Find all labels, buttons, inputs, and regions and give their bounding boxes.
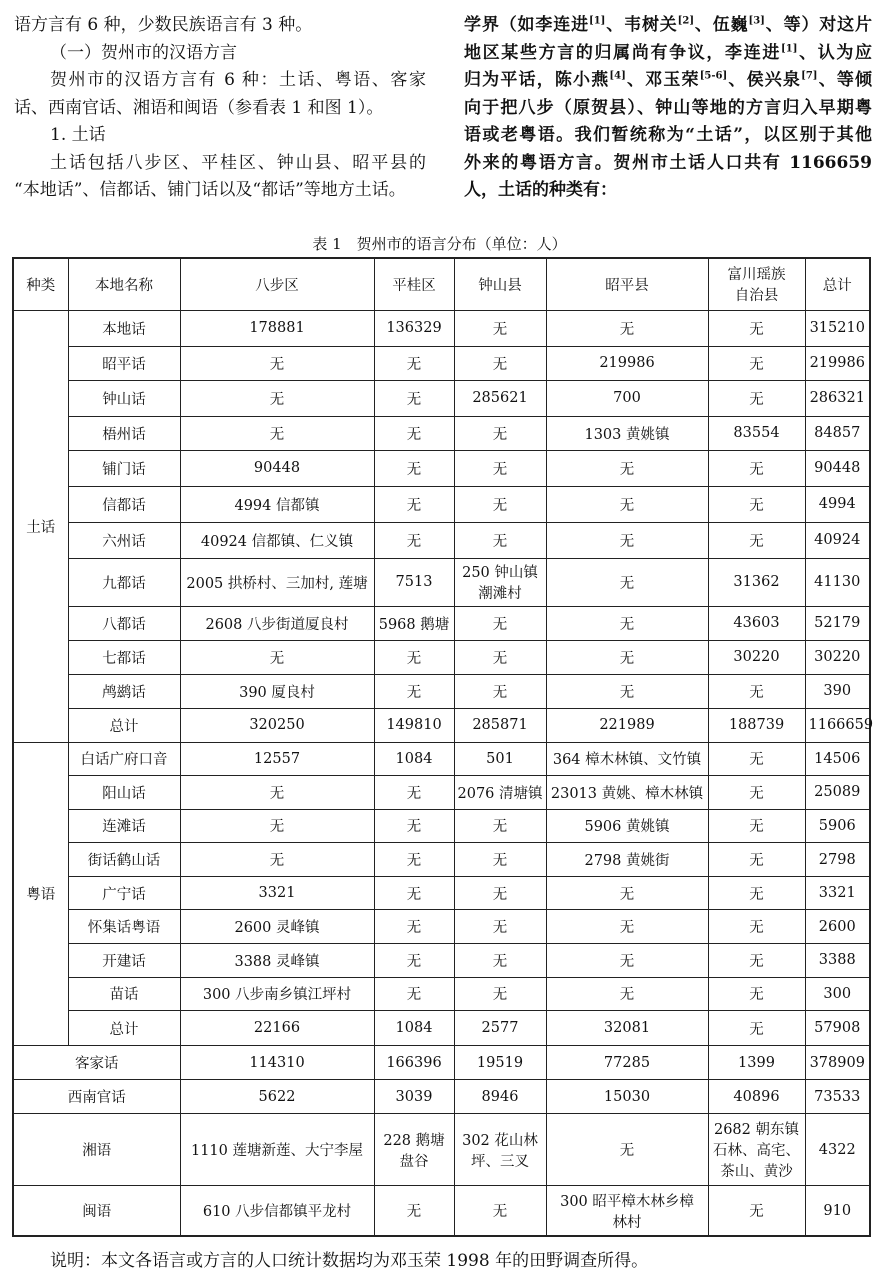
table-cell: 无	[454, 674, 546, 708]
table-cell: 无	[546, 876, 708, 910]
table-row	[13, 742, 870, 776]
table-row	[13, 380, 870, 416]
table-cell: 无	[708, 346, 805, 380]
dialect-name-cell: 信都话	[68, 486, 180, 522]
table-cell: 4994 信都镇	[180, 486, 374, 522]
table-cell: 40924 信都镇、仁义镇	[180, 522, 374, 558]
table-row	[13, 310, 870, 346]
dialect-name-cell: 昭平话	[68, 346, 180, 380]
table-cell: 5906	[805, 809, 870, 843]
table-row	[13, 843, 870, 877]
table-cell: 378909	[805, 1046, 870, 1080]
table-cell: 4322	[805, 1114, 870, 1186]
table-row	[13, 910, 870, 944]
table-cell: 无	[454, 809, 546, 843]
table-cell: 300 昭平樟木林乡樟 林村	[546, 1186, 708, 1236]
table-cell: 无	[374, 876, 454, 910]
header-cell: 平桂区	[374, 258, 454, 310]
table-cell: 无	[180, 776, 374, 810]
table-cell: 无	[454, 977, 546, 1011]
table-row	[13, 1046, 870, 1080]
table-cell: 149810	[374, 708, 454, 742]
table-cell: 320250	[180, 708, 374, 742]
citation: [2]	[677, 15, 695, 27]
table-cell: 228 鹅塘 盘谷	[374, 1114, 454, 1186]
table-cell: 无	[374, 843, 454, 877]
paragraph-line: 语方言有 6 种，少数民族语言有 3 种。	[14, 15, 313, 35]
citation: [4]	[609, 70, 626, 82]
table-cell: 19519	[454, 1046, 546, 1080]
table-cell: 无	[546, 674, 708, 708]
dialect-name-cell: 八都话	[68, 606, 180, 640]
table-cell: 无	[180, 380, 374, 416]
table-cell: 30220	[708, 640, 805, 674]
category-cell: 土话	[13, 310, 68, 742]
citation: [5-6]	[699, 70, 728, 82]
table-cell: 4994	[805, 486, 870, 522]
table-cell: 7513	[374, 558, 454, 606]
table-cell: 无	[454, 640, 546, 674]
table-cell: 221989	[546, 708, 708, 742]
dialect-name-cell: 本地话	[68, 310, 180, 346]
table-cell: 无	[708, 1186, 805, 1236]
table-cell: 501	[454, 742, 546, 776]
dialect-name-cell: 七都话	[68, 640, 180, 674]
table-cell: 无	[454, 522, 546, 558]
table-cell: 无	[546, 310, 708, 346]
table-row	[13, 1011, 870, 1046]
table-row	[13, 1186, 870, 1236]
header-cell: 种类	[13, 258, 68, 310]
paragraph-line: 向于把八步（原贺县）、钟山等地的方言归入早期粤	[464, 97, 872, 118]
header-cell: 本地名称	[68, 258, 180, 310]
table-cell: 无	[180, 809, 374, 843]
table-cell: 无	[454, 346, 546, 380]
table-cell: 286321	[805, 380, 870, 416]
table-cell: 无	[546, 910, 708, 944]
table-cell: 无	[708, 522, 805, 558]
table-row	[13, 486, 870, 522]
table-cell: 无	[454, 486, 546, 522]
table-row	[13, 776, 870, 810]
table-cell: 无	[454, 876, 546, 910]
table-cell: 166396	[374, 1046, 454, 1080]
table-row	[13, 876, 870, 910]
table-cell: 315210	[805, 310, 870, 346]
table-cell: 40924	[805, 522, 870, 558]
table-cell: 无	[708, 809, 805, 843]
table-cell: 无	[374, 450, 454, 486]
table-cell: 285621	[454, 380, 546, 416]
table-cell: 302 花山林 坪、三叉	[454, 1114, 546, 1186]
table-cell: 2005 拱桥村、三加村, 莲塘	[180, 558, 374, 606]
table-cell: 无	[546, 606, 708, 640]
table-cell: 41130	[805, 558, 870, 606]
table-cell: 无	[708, 310, 805, 346]
table-cell: 114310	[180, 1046, 374, 1080]
header-cell: 八步区	[180, 258, 374, 310]
paragraph-line: 语或老粤语。我们暂统称为“土话”，以区别于其他	[464, 125, 872, 145]
table-cell: 无	[454, 1186, 546, 1236]
table-cell: 2600 灵峰镇	[180, 910, 374, 944]
table-cell: 无	[374, 1186, 454, 1236]
table-cell: 无	[180, 843, 374, 877]
category-cell: 闽语	[13, 1186, 180, 1236]
paragraph-line: 贺州市的汉语方言有 6 种：土话、粤语、客家	[50, 70, 426, 90]
table-cell: 2608 八步街道厦良村	[180, 606, 374, 640]
table-cell: 136329	[374, 310, 454, 346]
table-cell: 无	[374, 416, 454, 450]
table-cell: 43603	[708, 606, 805, 640]
table-cell: 219986	[546, 346, 708, 380]
header-cell: 昭平县	[546, 258, 708, 310]
table-cell: 无	[454, 910, 546, 944]
category-cell: 客家话	[13, 1046, 180, 1080]
table-cell: 5622	[180, 1080, 374, 1114]
table-cell: 83554	[708, 416, 805, 450]
header-cell: 富川瑶族 自治县	[708, 258, 805, 310]
category-cell: 粤语	[13, 742, 68, 1046]
category-cell: 西南官话	[13, 1080, 180, 1114]
paragraph-line: 人，土话的种类有：	[464, 180, 617, 200]
table-cell: 3388 灵峰镇	[180, 944, 374, 978]
table-cell: 无	[546, 558, 708, 606]
footnote: 说明：本文各语言或方言的人口统计数据均为邓玉荣 1998 年的田野调查所得。	[50, 1251, 649, 1271]
category-cell: 湘语	[13, 1114, 180, 1186]
table-cell: 无	[708, 876, 805, 910]
citation: [7]	[801, 70, 818, 82]
table-cell: 15030	[546, 1080, 708, 1114]
table-cell: 610 八步信都镇平龙村	[180, 1186, 374, 1236]
left-text-column	[14, 12, 426, 205]
dialect-name-cell: 总计	[68, 1011, 180, 1046]
table-cell: 1303 黄姚镇	[546, 416, 708, 450]
right-text-column	[464, 12, 872, 205]
table-cell: 3039	[374, 1080, 454, 1114]
dialect-name-cell: 街话鹤山话	[68, 843, 180, 877]
table-cell: 无	[546, 1114, 708, 1186]
table-cell: 250 钟山镇 潮滩村	[454, 558, 546, 606]
table-cell: 90448	[180, 450, 374, 486]
table-cell: 无	[374, 380, 454, 416]
table-cell: 无	[374, 776, 454, 810]
table-cell: 73533	[805, 1080, 870, 1114]
table-cell: 无	[374, 346, 454, 380]
table-cell: 无	[708, 674, 805, 708]
dialect-name-cell: 钟山话	[68, 380, 180, 416]
table-cell: 无	[180, 346, 374, 380]
table-cell: 1084	[374, 742, 454, 776]
table-cell: 57908	[805, 1011, 870, 1046]
table-cell: 无	[546, 944, 708, 978]
table-cell: 无	[546, 977, 708, 1011]
citation: [3]	[748, 15, 765, 27]
table-cell: 无	[454, 450, 546, 486]
table-cell: 无	[454, 310, 546, 346]
table-cell: 无	[454, 843, 546, 877]
table-cell: 1110 莲塘新莲、大宁李屋	[180, 1114, 374, 1186]
table-cell: 5906 黄姚镇	[546, 809, 708, 843]
table-cell: 无	[374, 944, 454, 978]
table-row	[13, 346, 870, 380]
table-cell: 2682 朝东镇 石林、高宅、 茶山、黄沙	[708, 1114, 805, 1186]
dialect-name-cell: 怀集话粤语	[68, 910, 180, 944]
table-cell: 3321	[805, 876, 870, 910]
table-cell: 31362	[708, 558, 805, 606]
table-cell: 300	[805, 977, 870, 1011]
header-cell: 钟山县	[454, 258, 546, 310]
table-cell: 无	[708, 910, 805, 944]
table-cell: 无	[546, 522, 708, 558]
table-cell: 364 樟木林镇、文竹镇	[546, 742, 708, 776]
table-cell: 无	[374, 522, 454, 558]
table-cell: 390	[805, 674, 870, 708]
table-row	[13, 674, 870, 708]
table-row	[13, 944, 870, 978]
table-cell: 无	[708, 742, 805, 776]
table-caption: 表 1 贺州市的语言分布（单位：人）	[312, 235, 567, 253]
citation: [1]	[781, 42, 798, 54]
table-cell: 无	[708, 977, 805, 1011]
table-cell: 无	[454, 416, 546, 450]
table-row	[13, 522, 870, 558]
table-cell: 8946	[454, 1080, 546, 1114]
table-cell: 390 厦良村	[180, 674, 374, 708]
paragraph-line: 学界（如李连进[1]、韦树关[2]、伍巍[3]、等）对这片	[464, 15, 873, 35]
table-cell: 无	[708, 776, 805, 810]
table-cell: 219986	[805, 346, 870, 380]
table-cell: 1084	[374, 1011, 454, 1046]
table-cell: 无	[708, 450, 805, 486]
dialect-name-cell: 梧州话	[68, 416, 180, 450]
table-cell: 14506	[805, 742, 870, 776]
table-cell: 2600	[805, 910, 870, 944]
table-cell: 无	[180, 640, 374, 674]
dialect-name-cell: 开建话	[68, 944, 180, 978]
table-cell: 无	[708, 1011, 805, 1046]
table-cell: 无	[374, 486, 454, 522]
table-cell: 3321	[180, 876, 374, 910]
paragraph-line: 地区某些方言的归属尚有争议，李连进[1]、认为应	[464, 42, 873, 63]
table-cell: 无	[180, 416, 374, 450]
paragraph-line: 话、西南官话、湘语和闽语（参看表 1 和图 1）。	[14, 97, 384, 118]
table-cell: 无	[374, 910, 454, 944]
table-cell: 无	[546, 640, 708, 674]
dialect-name-cell: 连滩话	[68, 809, 180, 843]
table-cell: 178881	[180, 310, 374, 346]
table-cell: 无	[454, 944, 546, 978]
citation: [1]	[588, 15, 606, 27]
section-heading: （一）贺州市的汉语方言	[50, 42, 237, 63]
table-cell: 无	[374, 674, 454, 708]
header-cell: 总计	[805, 258, 870, 310]
dialect-name-cell: 白话广府口音	[68, 742, 180, 776]
dialect-name-cell: 六州话	[68, 522, 180, 558]
table-cell: 77285	[546, 1046, 708, 1080]
table-header-row	[13, 258, 870, 310]
table-cell: 无	[546, 450, 708, 486]
table-cell: 84857	[805, 416, 870, 450]
table-row	[13, 450, 870, 486]
table-cell: 188739	[708, 708, 805, 742]
table-cell: 2798 黄姚街	[546, 843, 708, 877]
table-row	[13, 1080, 870, 1114]
table-cell: 无	[374, 977, 454, 1011]
table-row	[13, 1114, 870, 1186]
table-cell: 30220	[805, 640, 870, 674]
table-cell: 无	[708, 843, 805, 877]
table-cell: 285871	[454, 708, 546, 742]
subsection-heading: 1. 土话	[50, 125, 106, 145]
table-cell: 22166	[180, 1011, 374, 1046]
language-distribution-table	[12, 257, 874, 1237]
table-row	[13, 640, 870, 674]
table-row	[13, 809, 870, 843]
table-row	[13, 606, 870, 640]
table-cell: 无	[708, 944, 805, 978]
table-cell: 无	[708, 380, 805, 416]
paragraph-line: 土话包括八步区、平桂区、钟山县、昭平县的	[50, 152, 426, 173]
table-cell: 3388	[805, 944, 870, 978]
table-cell: 32081	[546, 1011, 708, 1046]
table-cell: 52179	[805, 606, 870, 640]
dialect-name-cell: 九都话	[68, 558, 180, 606]
dialect-name-cell: 总计	[68, 708, 180, 742]
table-cell: 2577	[454, 1011, 546, 1046]
paragraph-line: 归为平话，陈小燕[4]、邓玉荣[5-6]、侯兴泉[7]、等倾	[464, 70, 873, 90]
dialect-name-cell: 苗话	[68, 977, 180, 1011]
table-row	[13, 416, 870, 450]
dialect-name-cell: 鸬鹚话	[68, 674, 180, 708]
table-row	[13, 708, 870, 742]
table-cell: 910	[805, 1186, 870, 1236]
table-cell: 无	[708, 486, 805, 522]
table-cell: 300 八步南乡镇江坪村	[180, 977, 374, 1011]
dialect-name-cell: 广宁话	[68, 876, 180, 910]
table-cell: 40896	[708, 1080, 805, 1114]
table-row	[13, 977, 870, 1011]
table-cell: 无	[546, 486, 708, 522]
table-cell: 1399	[708, 1046, 805, 1080]
table-cell: 700	[546, 380, 708, 416]
table-cell: 无	[454, 606, 546, 640]
table-row	[13, 558, 870, 606]
table-cell: 1166659	[805, 708, 870, 742]
paragraph-line: 外来的粤语方言。贺州市土话人口共有 1166659	[464, 152, 872, 173]
table-cell: 23013 黄姚、樟木林镇	[546, 776, 708, 810]
dialect-name-cell: 阳山话	[68, 776, 180, 810]
table-cell: 12557	[180, 742, 374, 776]
table-cell: 2798	[805, 843, 870, 877]
table-cell: 2076 清塘镇	[454, 776, 546, 810]
table-cell: 90448	[805, 450, 870, 486]
table-cell: 无	[374, 809, 454, 843]
table-cell: 无	[374, 640, 454, 674]
table-cell: 5968 鹅塘	[374, 606, 454, 640]
paragraph-line: “本地话”、信都话、铺门话以及“都话”等地方土话。	[14, 180, 406, 200]
table-cell: 25089	[805, 776, 870, 810]
dialect-name-cell: 铺门话	[68, 450, 180, 486]
